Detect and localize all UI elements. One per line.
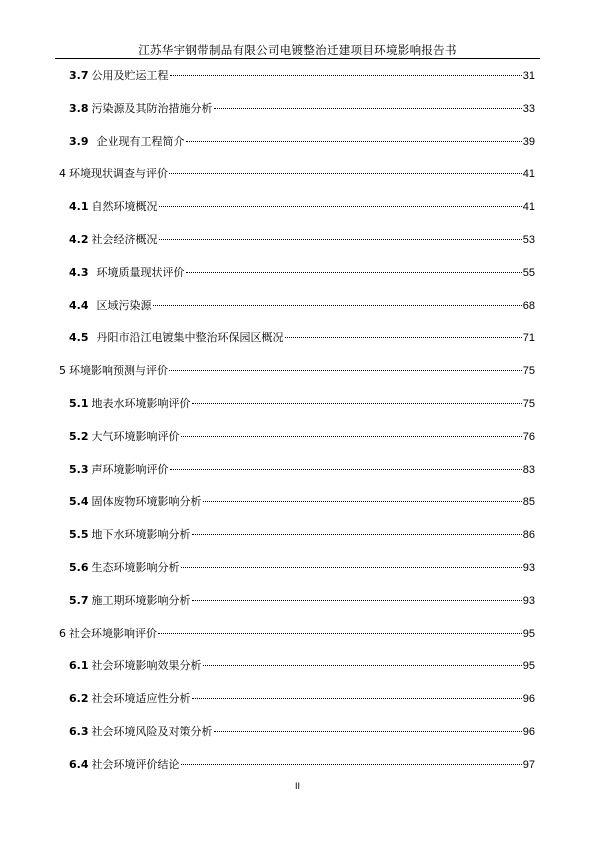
page-number: II [294,781,300,791]
toc-entry-page: 93 [522,594,535,607]
toc-dot-leader [214,731,522,732]
toc-dot-leader [192,600,522,601]
toc-entry-page: 95 [522,627,535,640]
toc-entry-number: 5.2 [69,429,89,443]
toc-dot-leader [153,305,522,306]
toc-dot-leader [203,665,522,666]
toc-entry-title: 环境影响预测与评价 [69,364,168,378]
toc-entry-page: 75 [522,398,535,410]
toc-entry-number: 6.2 [69,692,89,706]
toc-entry[interactable] [69,298,535,314]
toc-entry[interactable] [69,560,535,576]
toc-entry-number: 5.1 [69,397,89,410]
toc-entry-page: 53 [522,234,535,246]
toc-entry-number: 5 [59,364,66,378]
toc-dot-leader [186,141,522,142]
toc-entry-title: 自然环境概况 [91,200,158,214]
toc-entry[interactable] [59,363,535,379]
toc-entry-title: 地下水环境影响分析 [91,528,191,542]
toc-entry-page: 95 [522,660,535,673]
toc-entry-title: 生态环境影响分析 [91,561,180,574]
toc-entry-number: 4.1 [69,200,89,214]
toc-entry-title: 社会环境风险及对策分析 [91,725,213,738]
toc-entry[interactable] [69,68,535,84]
toc-entry[interactable] [69,691,535,707]
toc-entry-number: 6.1 [69,659,89,673]
toc-entry-title: 环境质量现状评价 [96,265,185,279]
toc-dot-leader [159,239,522,240]
toc-dot-leader [186,272,522,273]
toc-entry[interactable] [59,626,535,642]
toc-entry-page: 33 [522,102,535,115]
toc-entry-page: 76 [522,430,535,443]
toc-entry-number: 3.7 [69,69,89,82]
toc-dot-leader [192,698,522,699]
toc-dot-leader [181,764,522,765]
toc-entry-page: 86 [522,529,535,542]
toc-entry-page: 75 [522,365,535,378]
toc-entry-number: 3.9 [69,134,89,148]
toc-dot-leader [169,173,522,174]
toc-dot-leader [170,75,522,76]
toc-entry-title: 社会环境影响效果分析 [91,659,202,673]
toc-entry[interactable] [69,199,535,215]
toc-entry-title: 施工期环境影响分析 [91,593,191,607]
toc-entry[interactable] [69,265,535,281]
toc-entry[interactable] [69,396,535,412]
toc-entry[interactable] [69,330,535,346]
toc-entry-number: 5.7 [69,593,89,607]
toc-entry-page: 96 [522,726,535,738]
toc-dot-leader [203,501,522,502]
toc-entry[interactable] [69,494,535,510]
toc-entry-number: 4.4 [69,298,89,312]
toc-dot-leader [192,534,522,535]
toc-dot-leader [170,469,522,470]
toc-entry-page: 68 [522,299,535,312]
toc-entry-title: 社会环境评价结论 [91,757,180,771]
toc-entry-number: 4 [59,167,66,181]
toc-entry[interactable] [59,166,535,182]
toc-entry-number: 5.4 [69,495,89,509]
toc-entry-number: 4.3 [69,265,89,279]
toc-entry-page: 85 [522,496,535,509]
toc-entry[interactable] [69,593,535,609]
toc-entry-number: 6.3 [69,725,89,738]
toc-entry[interactable] [69,232,535,248]
toc-entry-title: 社会环境适应性分析 [91,692,191,706]
toc-entry[interactable] [69,101,535,117]
toc-dot-leader [214,108,522,109]
toc-dot-leader [169,370,522,371]
toc-entry[interactable] [69,462,535,478]
toc-entry-title: 环境现状调查与评价 [69,167,168,181]
toc-dot-leader [159,206,522,207]
toc-entry-title: 企业现有工程简介 [96,134,185,148]
toc-entry-title: 声环境影响评价 [91,462,169,476]
toc-dot-leader [158,633,522,634]
toc-entry-number: 5.6 [69,561,89,574]
toc-entry-page: 41 [522,168,535,181]
toc-entry-page: 41 [522,201,535,214]
toc-entry-title: 社会经济概况 [91,233,158,246]
toc-entry[interactable] [69,658,535,674]
toc-entry-title: 大气环境影响评价 [91,429,180,443]
toc-entry[interactable] [69,429,535,445]
document-header-title: 江苏华宇钢带制品有限公司电镀整治迁建项目环境影响报告书 [138,43,457,57]
toc-entry[interactable] [69,724,535,740]
toc-entry-title: 地表水环境影响评价 [91,397,191,410]
toc-entry-title: 社会环境影响评价 [69,626,157,640]
toc-entry-title: 区域污染源 [96,298,152,312]
toc-entry-number: 6.4 [69,757,89,771]
toc-dot-leader [192,403,522,404]
toc-entry-page: 55 [522,266,535,279]
toc-entry-title: 固体废物环境影响分析 [91,495,202,509]
toc-dot-leader [285,337,522,338]
toc-entry-title: 公用及贮运工程 [91,69,169,82]
toc-entry[interactable] [69,527,535,543]
toc-entry-number: 4.5 [69,331,89,345]
toc-entry-number: 5.5 [69,528,89,542]
toc-entry-page: 97 [522,758,535,771]
toc-entry[interactable] [69,134,535,150]
toc-entry-number: 4.2 [69,233,89,246]
toc-dot-leader [181,436,522,437]
toc-entry-page: 93 [522,562,535,574]
toc-entry-title: 丹阳市沿江电镀集中整治环保园区概况 [96,331,284,345]
toc-entry-page: 96 [522,693,535,706]
toc-entry-title: 污染源及其防治措施分析 [91,101,213,115]
toc-entry-number: 5.3 [69,462,89,476]
toc-entry[interactable] [69,757,535,773]
toc-entry-page: 71 [522,332,535,345]
toc-dot-leader [181,567,522,568]
toc-entry-page: 31 [522,70,535,82]
toc-entry-number: 3.8 [69,101,89,115]
toc-entry-page: 83 [522,463,535,476]
toc-entry-page: 39 [522,135,535,148]
toc-entry-number: 6 [59,626,66,640]
